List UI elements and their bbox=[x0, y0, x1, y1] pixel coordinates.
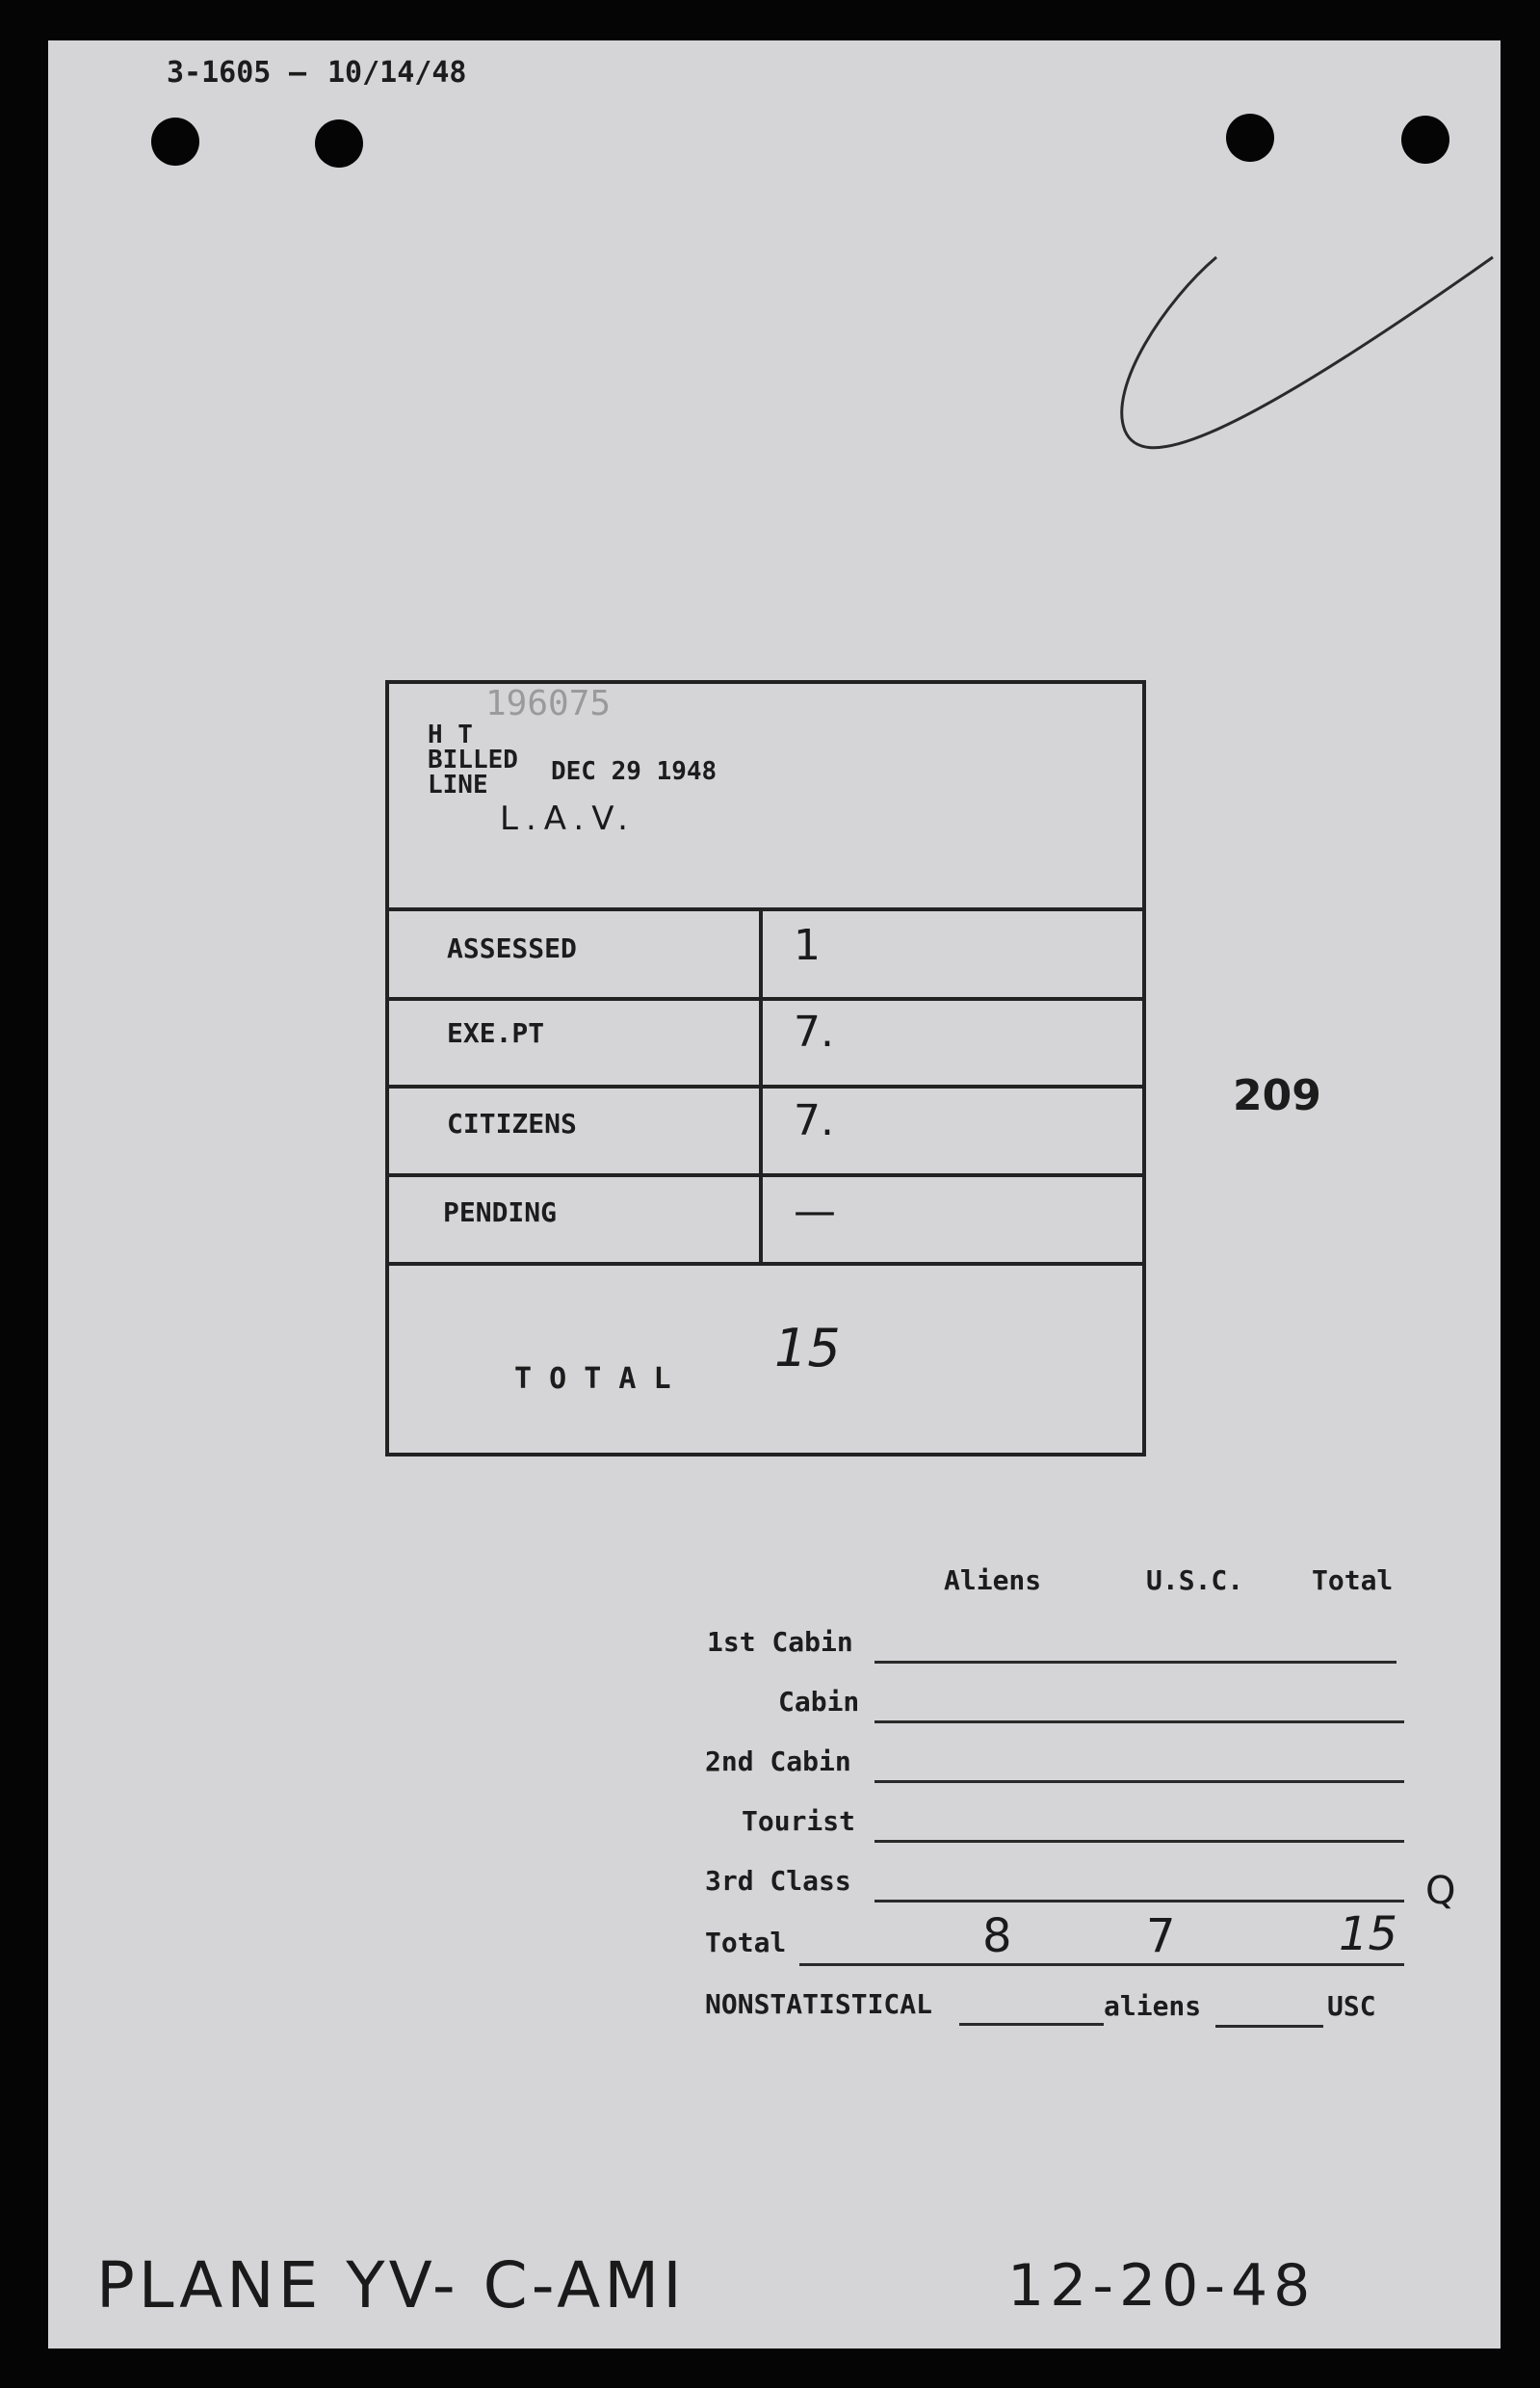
form-date: 10/14/48 bbox=[327, 56, 467, 90]
row-label-citizens: CITIZENS bbox=[447, 1108, 577, 1140]
fill-line bbox=[874, 1661, 1396, 1664]
divider bbox=[389, 1085, 1142, 1089]
fill-line bbox=[1215, 2025, 1323, 2028]
nonstatistical-aliens-label: aliens bbox=[1104, 1990, 1202, 2022]
header-separator: — bbox=[289, 56, 307, 90]
document-page bbox=[48, 40, 1501, 2349]
divider bbox=[389, 907, 1142, 911]
header-total: Total bbox=[1312, 1564, 1394, 1596]
fill-line bbox=[799, 1963, 1404, 1966]
fill-line bbox=[874, 1900, 1404, 1903]
total-usc-value: 7 bbox=[1146, 1909, 1176, 1963]
row-label-pending: PENDING bbox=[443, 1196, 558, 1228]
stamp-label-line: LINE bbox=[428, 771, 488, 800]
class-row-tourist: Tourist bbox=[742, 1805, 856, 1837]
stamp-label-billed: BILLED bbox=[428, 746, 518, 774]
row-label-assessed: ASSESSED bbox=[447, 932, 577, 964]
footer-date: 12-20-48 bbox=[1007, 2252, 1317, 2320]
fill-line bbox=[874, 1780, 1404, 1783]
row-value-pending: — bbox=[794, 1187, 836, 1236]
3rd-class-mark: Q bbox=[1425, 1869, 1456, 1913]
stamp-serial: 196075 bbox=[485, 684, 612, 723]
nonstatistical-usc-label: USC bbox=[1327, 1990, 1376, 2022]
total-total-value: 15 bbox=[1339, 1907, 1398, 1961]
row-value-citizens: 7. bbox=[794, 1096, 834, 1145]
divider bbox=[389, 997, 1142, 1001]
total-label: T O T A L bbox=[514, 1362, 671, 1396]
nonstatistical-label: NONSTATISTICAL bbox=[705, 1988, 933, 2020]
fill-line bbox=[959, 2023, 1104, 2026]
divider bbox=[389, 1262, 1142, 1266]
check-mark-stroke bbox=[48, 40, 1501, 541]
divider bbox=[389, 1173, 1142, 1177]
page-number: 209 bbox=[1233, 1071, 1321, 1120]
class-row-3rd-class: 3rd Class bbox=[705, 1865, 851, 1897]
form-number: 3-1605 bbox=[167, 56, 272, 90]
stamp-label-ht: H T bbox=[428, 721, 473, 749]
plane-registration: PLANE YV- C-AMI bbox=[96, 2248, 686, 2322]
class-row-2nd-cabin: 2nd Cabin bbox=[705, 1745, 851, 1777]
total-value: 15 bbox=[774, 1318, 841, 1378]
header-aliens: Aliens bbox=[944, 1564, 1042, 1596]
total-aliens-value: 8 bbox=[982, 1909, 1012, 1963]
fill-line bbox=[874, 1720, 1404, 1723]
row-value-assessed: 1 bbox=[794, 921, 821, 970]
class-row-1st-cabin: 1st Cabin bbox=[707, 1626, 853, 1658]
class-row-cabin: Cabin bbox=[778, 1686, 860, 1718]
stamp-date: DEC 29 1948 bbox=[551, 757, 718, 786]
row-value-exempt: 7. bbox=[794, 1008, 834, 1057]
header-usc: U.S.C. bbox=[1146, 1564, 1244, 1596]
fill-line bbox=[874, 1840, 1404, 1843]
class-row-total: Total bbox=[705, 1927, 787, 1958]
divider bbox=[759, 907, 763, 1266]
stamp-line-value: L.A.V. bbox=[500, 800, 636, 838]
tally-stamp-box bbox=[385, 680, 1146, 1456]
row-label-exempt: EXE.PT bbox=[447, 1017, 545, 1049]
